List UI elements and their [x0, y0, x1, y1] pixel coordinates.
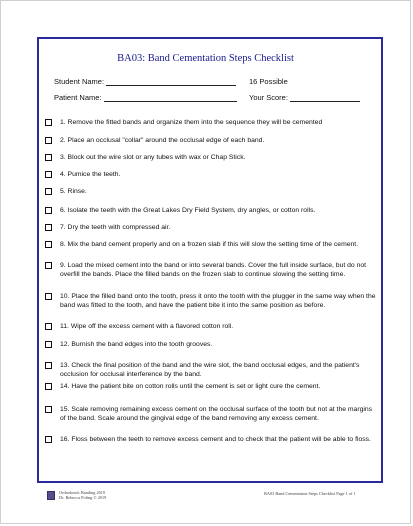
checkbox[interactable]: [45, 262, 52, 269]
logo-icon: [47, 491, 55, 500]
footer-credit: [59, 490, 106, 500]
checkbox[interactable]: [45, 293, 52, 300]
checkbox[interactable]: [45, 171, 52, 178]
checkbox[interactable]: [45, 137, 52, 144]
checkbox[interactable]: [45, 323, 52, 330]
student-name-row: [54, 77, 236, 86]
score-row: [249, 93, 360, 102]
footer-page-info: BA03 Band Cementation Steps Checklist Page 1 of 1: [264, 491, 356, 496]
possible-points: 16 Possible: [249, 77, 288, 86]
patient-name-label: Patient Name:: [54, 93, 102, 102]
checkbox[interactable]: [45, 224, 52, 231]
page-title: BA03: Band Cementation Steps Checklist: [117, 53, 294, 64]
score-line: [290, 93, 360, 102]
checkbox[interactable]: [45, 119, 52, 126]
checkbox[interactable]: [45, 241, 52, 248]
student-name-line: [106, 77, 236, 86]
patient-name-line: [104, 93, 237, 102]
score-label: Your Score:: [249, 93, 288, 102]
checkbox[interactable]: [45, 383, 52, 390]
footer-line-1: Orthodontic Banding 2019: [59, 490, 106, 495]
checkbox[interactable]: [45, 188, 52, 195]
checkbox[interactable]: [45, 154, 52, 161]
checkbox[interactable]: [45, 207, 52, 214]
checkbox[interactable]: [45, 362, 52, 369]
document-page: BA03: Band Cementation Steps Checklist Student Name: 16 Possible Patient Name: Your Score: 1. Remove the fitted bands and organize them into the sequence they will be cemented 2. Place an occlusal "collar" around the occlusal edge of each band. 3. Block out the wire slot or any tubes with wax or Chap Stick. 4. Pumice the teeth. 5. Rinse. 6. Isolate the teeth with the Great Lakes Dry Field System, dry angles, or cotton rolls. 7. Dry the teeth with compressed air. 8. Mix the band cement properly and on a frozen slab if this will slow the setting time of the cement. 9. Load the mixed cement into the band or into several bands. Cover the full inside surface, but do not overfill the bands. Place the filled bands on the frozen slab to continue slowing the setting time. 10. Place the filled band onto the tooth, press it onto the tooth with the plugger in the same way when the band was fitted to the tooth, and have the patient bite it into the same position as before. 11. Wipe off the excess cement with a flavored cotton roll. 12. Burnish the band edges into the tooth grooves. 13. Check the final position of the band and the wire slot, the band occlusal edges, and the patient's occlusion for occlusal interference by the band. 14. Have the patient bite on cotton rolls until the cement is set or light cure the cement. 15. Scale removing remaining excess cement on the occlusal surface of the tooth but not at the margins of the band. Scale around the gingival edge of the band removing any excess cement. 16. Floss between the teeth to remove excess cement and to check that the patient will be able to floss. Orthodontic Banding 2019 Dr. Rebecca Poling © 2019 BA03 Band Cementation Steps Checklist Page 1 of 1: [0, 0, 411, 524]
checkbox[interactable]: [45, 436, 52, 443]
footer-line-2: Dr. Rebecca Poling © 2019: [59, 495, 107, 501]
student-name-label: Student Name:: [54, 77, 105, 86]
checkbox[interactable]: [45, 341, 52, 348]
patient-name-row: [54, 93, 237, 102]
checkbox[interactable]: [45, 406, 52, 413]
